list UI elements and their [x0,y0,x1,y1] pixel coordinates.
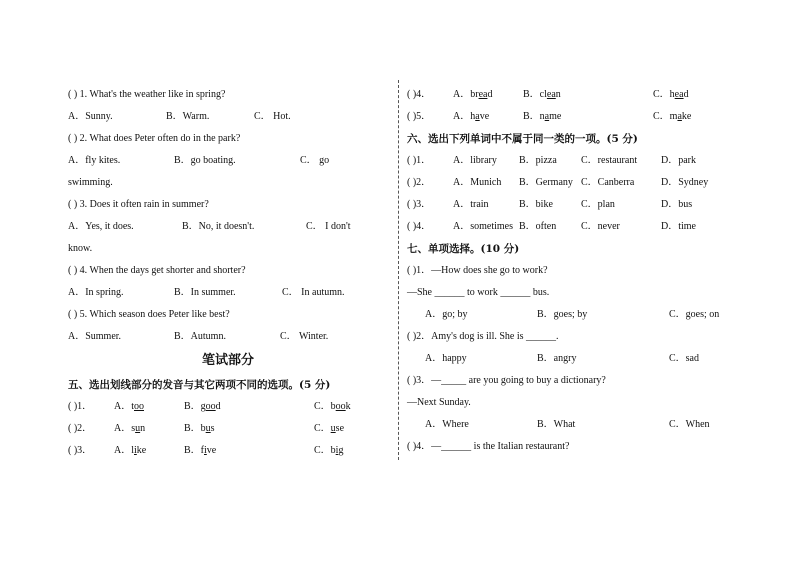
q2-option-continuation: swimming. [68,177,113,188]
option-d: D．bus [661,199,693,210]
option-c [653,84,689,106]
option-c: C． Hot. [254,111,291,122]
underlined-letters: oo [134,401,144,412]
option-suffix: me [549,111,562,122]
underlined-letters: u [135,423,141,434]
option-a: A．library [453,155,497,166]
question-number: ( )2． [68,423,93,434]
option-a [114,396,184,418]
underlined-letters: ea [674,89,684,100]
underlined-letters: ea [546,89,556,100]
option-b: B．goes; by [537,309,588,320]
option-c [314,396,351,418]
q4-options [68,282,388,304]
s7-q3-stem: ( )3．—_____ are you going to buy a dictionary? [407,375,606,386]
section-5-rows [68,396,388,462]
option-suffix: g [338,445,344,456]
option-a [453,106,523,128]
classification-row [407,216,737,238]
option-c: C． go [300,155,330,166]
question-number: ( )3． [407,199,432,210]
option-c: C．Canberra [581,177,635,188]
underlined-letters: u [330,423,336,434]
option-suffix: s [210,423,215,434]
section-7-heading: 七、单项选择。(10 分) [407,243,520,255]
option-c: C．restaurant [581,155,638,166]
q4-stem: ( ) 4. When the days get shorter and shorter? [68,265,246,276]
option-b: B．pizza [519,155,557,166]
option-suffix: se [335,423,345,434]
option-prefix: B．cl [523,89,547,100]
q1-options [68,106,388,128]
s7-q4-stem: ( )4．—______ is the Italian restaurant? [407,441,570,452]
question-number: ( )1． [407,155,432,166]
q5-options [68,326,388,348]
right-column [407,84,737,458]
option-b: B．Germany [519,177,573,188]
s7-q3-line2: —Next Sunday. [407,397,471,408]
option-prefix: C．h [653,89,675,100]
underlined-letters: a [475,111,480,122]
option-suffix: d [683,89,689,100]
underlined-letters: i [335,445,339,456]
section-title: 笔试部分 [201,353,254,368]
option-a: A．Sunny. [68,111,113,122]
option-c [653,106,691,128]
option-prefix: B．g [184,401,206,412]
option-b: B．bike [519,199,553,210]
option-a: A．happy [425,353,467,364]
column-divider [398,80,399,460]
question-number: ( )1． [68,401,93,412]
option-b: B．often [519,221,557,232]
underlined-letters: a [677,111,682,122]
option-b [184,396,314,418]
underlined-letters: a [544,111,550,122]
option-b [523,84,653,106]
underlined-letters: oo [335,401,346,412]
q1-stem: ( ) 1. What's the weather like in spring? [68,89,226,100]
option-a: A．Yes, it does. [68,221,134,232]
question-number: ( )5． [407,111,432,122]
option-c: C．sad [669,353,699,364]
option-suffix: n [555,89,561,100]
q3-option-continuation: know. [68,243,93,254]
option-prefix: C． [314,423,331,434]
option-prefix: A．l [114,445,134,456]
option-b: B．Autumn. [174,331,226,342]
underlined-letters: ea [478,89,488,100]
option-a [453,84,523,106]
option-c: C． I don't [306,221,351,232]
option-d: D．park [661,155,696,166]
option-d: D．time [661,221,696,232]
option-c: C．never [581,221,620,232]
option-c: C． In autumn. [282,287,345,298]
left-column [68,84,388,462]
option-b: B．go boating. [174,155,236,166]
option-suffix: ke [681,111,692,122]
option-prefix: A．h [453,111,476,122]
option-c: C．When [669,419,710,430]
option-b: B．What [537,419,576,430]
option-b: B．angry [537,353,577,364]
q3-stem: ( ) 3. Does it often rain in summer? [68,199,209,210]
s7-q3-options [407,414,737,436]
option-suffix: n [140,423,146,434]
option-a: A．go; by [425,309,468,320]
option-c: C． Winter. [280,331,329,342]
phonics-row [407,84,737,106]
option-b [523,106,653,128]
q2-options [68,150,388,172]
option-a: A．In spring. [68,287,124,298]
underlined-letters: u [205,423,211,434]
option-a: A．train [453,199,489,210]
option-prefix: C．b [314,445,336,456]
classification-row [407,172,737,194]
option-c [314,440,343,462]
option-prefix: C．m [653,111,678,122]
underlined-letters: oo [205,401,216,412]
section-5-heading: 五、选出划线部分的发音与其它两项不同的选项。(5 分) [68,379,331,391]
option-b: B．Warm. [166,111,210,122]
option-b [184,418,314,440]
option-suffix: ve [206,445,217,456]
classification-row [407,150,737,172]
option-prefix: A．br [453,89,479,100]
option-d: D．Sydney [661,177,709,188]
s7-q2-options [407,348,737,370]
option-prefix: B．n [523,111,545,122]
phonics-row [68,396,388,418]
option-a: A．Munich [453,177,502,188]
option-a: A．fly kites. [68,155,121,166]
option-suffix: ve [479,111,490,122]
q3-options [68,216,388,238]
option-c: C．plan [581,199,615,210]
option-suffix: k [345,401,351,412]
option-a [114,440,184,462]
section-6-rows [407,150,737,238]
option-b: B．No, it doesn't. [182,221,255,232]
option-prefix: B．f [184,445,204,456]
s7-q1-options [407,304,737,326]
underlined-letters: i [134,445,137,456]
option-prefix: A．t [114,401,134,412]
question-number: ( )4． [407,89,432,100]
s7-q2-stem: ( )2．Amy's dog is ill. She is ______. [407,331,559,342]
option-a: A．sometimes [453,221,513,232]
option-suffix: ke [136,445,147,456]
option-prefix: C．b [314,401,336,412]
section-6-heading: 六、选出下列单词中不属于同一类的一项。(5 分) [407,133,638,145]
question-number: ( )3． [68,445,93,456]
option-a: A．Where [425,419,469,430]
option-prefix: A．s [114,423,136,434]
s7-q1-line2: —She ______ to work ______ bus. [407,287,550,298]
option-prefix: B．b [184,423,206,434]
phonics-row [68,440,388,462]
option-a: A．Summer. [68,331,122,342]
option-a [114,418,184,440]
underlined-letters: i [204,445,207,456]
classification-row [407,194,737,216]
question-number: ( )2． [407,177,432,188]
q2-stem: ( ) 2. What does Peter often do in the park? [68,133,241,144]
option-b [184,440,314,462]
s7-q1-stem: ( )1．—How does she go to work? [407,265,548,276]
option-b: B．In summer. [174,287,236,298]
option-suffix: d [487,89,493,100]
q5-stem: ( ) 5. Which season does Peter like best? [68,309,230,320]
phonics-continued [407,84,737,128]
phonics-row [407,106,737,128]
option-c [314,418,344,440]
option-suffix: d [215,401,221,412]
option-c: C．goes; on [669,309,720,320]
question-number: ( )4． [407,221,432,232]
phonics-row [68,418,388,440]
